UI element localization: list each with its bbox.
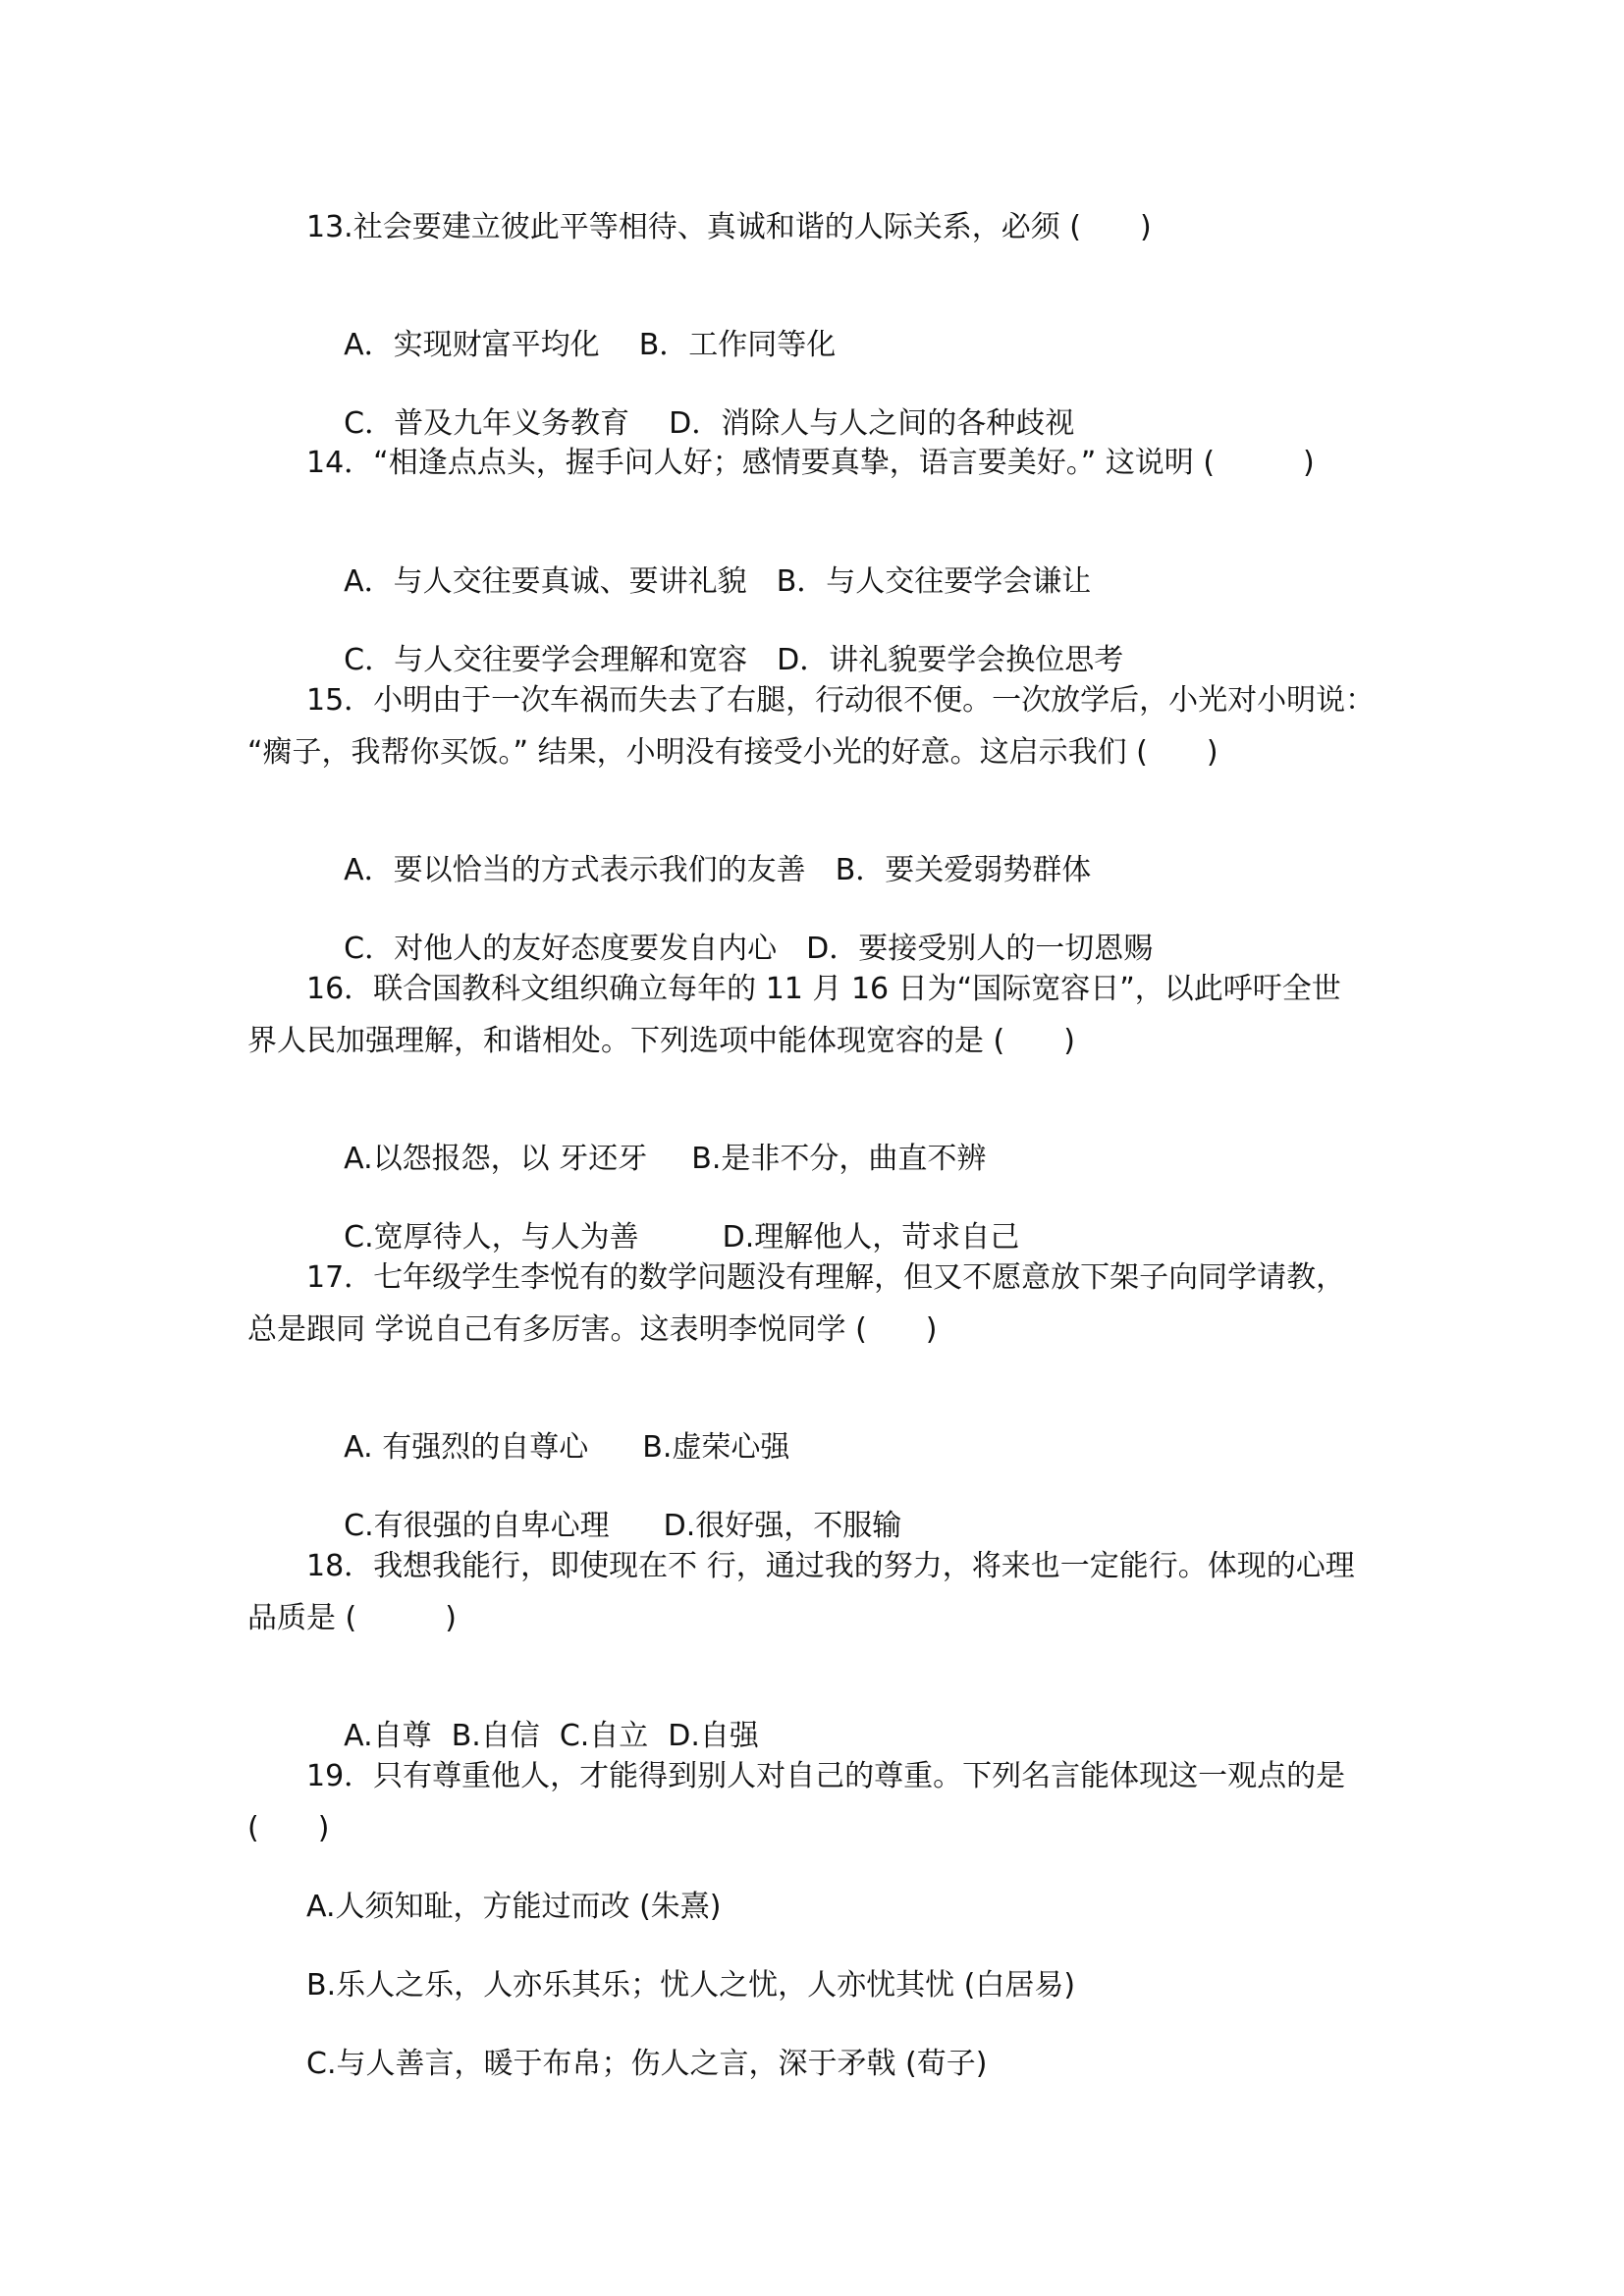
q13-option-a: A．实现财富平均化 bbox=[344, 328, 600, 362]
q14-option-c: C．与人交往要学会理解和宽容 bbox=[344, 643, 748, 677]
q13-option-b: B．工作同等化 bbox=[638, 328, 837, 362]
q16-option-d: D.理解他人，苛求自己 bbox=[722, 1220, 1020, 1255]
q17-option-d: D.很好强，不服输 bbox=[663, 1509, 902, 1543]
q14-option-a: A．与人交往要真诚、要讲礼貌 bbox=[344, 564, 747, 599]
q13-stem: 13.社会要建立彼此平等相待、真诚和谐的人际关系，必须 ( ) bbox=[306, 210, 1152, 244]
q14-option-b: B．与人交往要学会谦让 bbox=[776, 564, 1092, 599]
q16-option-c: C.宽厚待人，与人为善 bbox=[344, 1220, 639, 1255]
q19-option-a: A.人须知耻，方能过而改 (朱熹) bbox=[306, 1890, 722, 1924]
q16-stem-line-1: 16．联合国教科文组织确立每年的 11 月 16 日为“国际宽容日”，以此呼吁全世 bbox=[306, 972, 1341, 1006]
q15-stem-line-2: “瘸子，我帮你买饭。” 结果，小明没有接受小光的好意。这启示我们 ( ) bbox=[247, 735, 1218, 770]
q13-option-d: D．消除人与人之间的各种歧视 bbox=[669, 406, 1075, 441]
q18-option-b: B.自信 bbox=[451, 1719, 540, 1753]
q18-option-c: C.自立 bbox=[559, 1719, 649, 1753]
q18-option-d: D.自强 bbox=[668, 1719, 759, 1753]
q15-option-b: B．要关爱弱势群体 bbox=[835, 853, 1092, 887]
q15-option-a: A．要以恰当的方式表示我们的友善 bbox=[344, 853, 806, 887]
q18-stem-line-1: 18．我想我能行，即使现在不 行，通过我的努力，将来也一定能行。体现的心理 bbox=[306, 1549, 1355, 1583]
q14-option-d: D．讲礼貌要学会换位思考 bbox=[777, 643, 1124, 677]
q14-stem: 14．“相逢点点头，握手问人好；感情要真挚，语言要美好。” 这说明 ( ) bbox=[306, 446, 1315, 480]
q17-stem-line-2: 总是跟同 学说自己有多厉害。这表明李悦同学 ( ) bbox=[247, 1312, 938, 1347]
q19-stem-line-2: ( ) bbox=[247, 1811, 330, 1845]
q18-option-a: A.自尊 bbox=[344, 1719, 432, 1753]
q16-option-b: B.是非不分，曲直不辨 bbox=[691, 1142, 987, 1176]
q15-option-d: D．要接受别人的一切恩赐 bbox=[806, 932, 1154, 966]
q17-stem-line-1: 17．七年级学生李悦有的数学问题没有理解，但又不愿意放下架子向同学请教， bbox=[306, 1260, 1346, 1295]
q15-stem-line-1: 15．小明由于一次车祸而失去了右腿，行动很不便。一次放学后，小光对小明说： bbox=[306, 683, 1376, 718]
q19-option-c: C.与人善言，暖于布帛；伤人之言，深于矛戟 (荀子) bbox=[306, 2047, 988, 2081]
q17-option-a: A. 有强烈的自尊心 bbox=[344, 1430, 589, 1465]
q18-stem-line-2: 品质是 ( ) bbox=[247, 1601, 457, 1635]
q17-option-c: C.有很强的自卑心理 bbox=[344, 1509, 610, 1543]
q19-option-b: B.乐人之乐，人亦乐其乐；忧人之忧，人亦忧其忧 (白居易) bbox=[306, 1968, 1076, 2002]
q15-option-c: C．对他人的友好态度要发自内心 bbox=[344, 932, 778, 966]
q13-option-c: C．普及九年义务教育 bbox=[344, 406, 630, 441]
q16-stem-line-2: 界人民加强理解，和谐相处。下列选项中能体现宽容的是 ( ) bbox=[247, 1024, 1075, 1058]
q17-option-b: B.虚荣心强 bbox=[642, 1430, 790, 1465]
q19-stem-line-1: 19．只有尊重他人，才能得到别人对自己的尊重。下列名言能体现这一观点的是 bbox=[306, 1759, 1346, 1793]
q16-option-a: A.以怨报怨，以 牙还牙 bbox=[344, 1142, 648, 1176]
